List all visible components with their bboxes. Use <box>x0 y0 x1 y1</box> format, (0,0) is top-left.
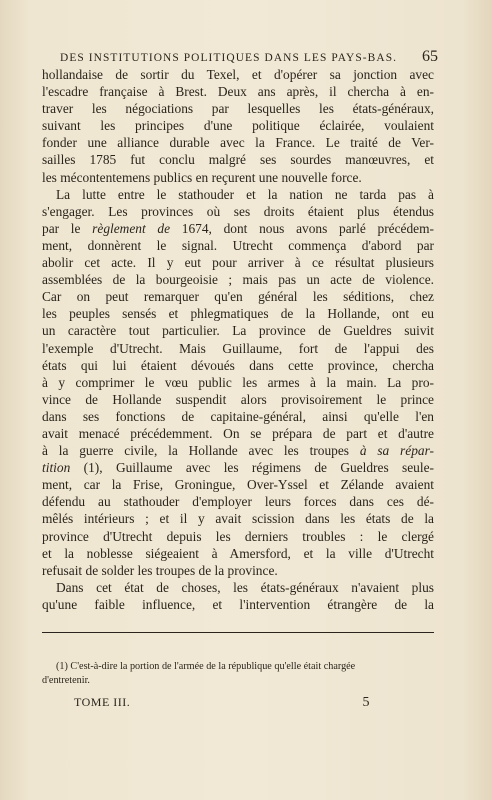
volume-label: TOME III. <box>74 695 131 709</box>
body-line: vince de Hollande suspendit alors provisoirement le prince <box>42 391 434 407</box>
body-line: Dans cet état de choses, les états-généraux n'avaient plus <box>56 579 434 595</box>
body-line: tition (1), Guillaume avec les régimens de Gueldres seule- <box>42 460 434 476</box>
body-line: abolir cet acte. Il y eut pour arriver à ce résultat plusieurs <box>42 255 434 271</box>
body-line: refusait de solder les troupes de la province. <box>42 562 278 578</box>
body-line: Car on peut remarquer qu'en général les séditions, chez <box>42 289 434 305</box>
footnote <box>42 660 434 687</box>
body-line: qu'une faible influence, et l'intervention étrangère de la <box>42 596 434 612</box>
body-line: à y comprimer le vœu public les armes à la main. La pro- <box>42 374 434 390</box>
body-line: fonder une alliance durable avec la France. Le traité de Ver- <box>42 135 434 151</box>
running-title: DES INSTITUTIONS POLITIQUES DANS LES PAYS-BAS. <box>60 52 398 64</box>
footnote-line: (1) C'est-à-dire la portion de l'armée de la république qu'elle était chargée <box>56 661 356 672</box>
body-line: défendu au stathouder d'employer leurs forces dans ces dé- <box>42 494 434 510</box>
body-line: mêlés intérieurs ; et il y avait scission dans les états de la <box>42 511 434 527</box>
body-line: sailles 1785 fut conclu malgré ses sourdes manœuvres, et <box>42 152 434 168</box>
body-line: dans ses fonctions de capitaine-général, ainsi qu'elle l'en <box>42 408 434 424</box>
body-line: ment, car la Frise, Groningue, Over-Yssel et Zélande avaient <box>42 477 434 493</box>
body-text <box>42 66 434 613</box>
page-footer <box>74 695 370 711</box>
running-header <box>60 48 438 66</box>
body-line: un caractère tout particulier. La province de Gueldres suivit <box>42 323 434 339</box>
body-line: assemblées de la bourgeoisie ; mais pas un acte de violence. <box>42 272 434 288</box>
body-line: l'escadre française à Brest. Deux ans après, il chercha à en- <box>42 84 434 100</box>
body-line: et la noblesse siégeaient à Amersford, et la ville d'Utrecht <box>42 545 434 561</box>
body-line: s'engager. Les provinces où ses droits étaient plus étendus <box>42 203 434 219</box>
body-line: province d'Utrecht depuis les derniers troubles : le clergé <box>42 528 434 544</box>
body-line: traver les négociations par lesquelles les états-généraux, <box>42 101 434 117</box>
body-line: La lutte entre le stathouder et la nation ne tarda pas à <box>56 186 434 202</box>
body-line: suivant les principes d'une politique éclairée, voulaient <box>42 118 434 134</box>
body-line: ment, donnèrent le signal. Utrecht commença d'abord par <box>42 237 434 253</box>
body-line: à la guerre civile, la Hollande avec les troupes à sa répar- <box>42 443 434 459</box>
body-line: états qui lui étaient dévoués dans cette province, chercha <box>42 357 434 373</box>
footnote-rule <box>42 632 434 633</box>
page-number: 65 <box>422 48 438 65</box>
body-line: l'exemple d'Utrecht. Mais Guillaume, fort de l'appui des <box>42 340 434 356</box>
body-line: les peuples sensés et phlegmatiques de la Hollande, ont eu <box>42 306 434 322</box>
footnote-line: d'entretenir. <box>42 674 90 686</box>
body-line: par le règlement de 1674, dont nous avons parlé précédem- <box>42 220 434 236</box>
body-line: hollandaise de sortir du Texel, et d'opérer sa jonction avec <box>42 67 434 82</box>
body-line: avait menacé précédemment. On se prépara de part et d'autre <box>42 425 434 441</box>
signature-mark: 5 <box>362 695 370 710</box>
body-line: les mécontentemens publics en reçurent une nouvelle force. <box>42 169 362 185</box>
